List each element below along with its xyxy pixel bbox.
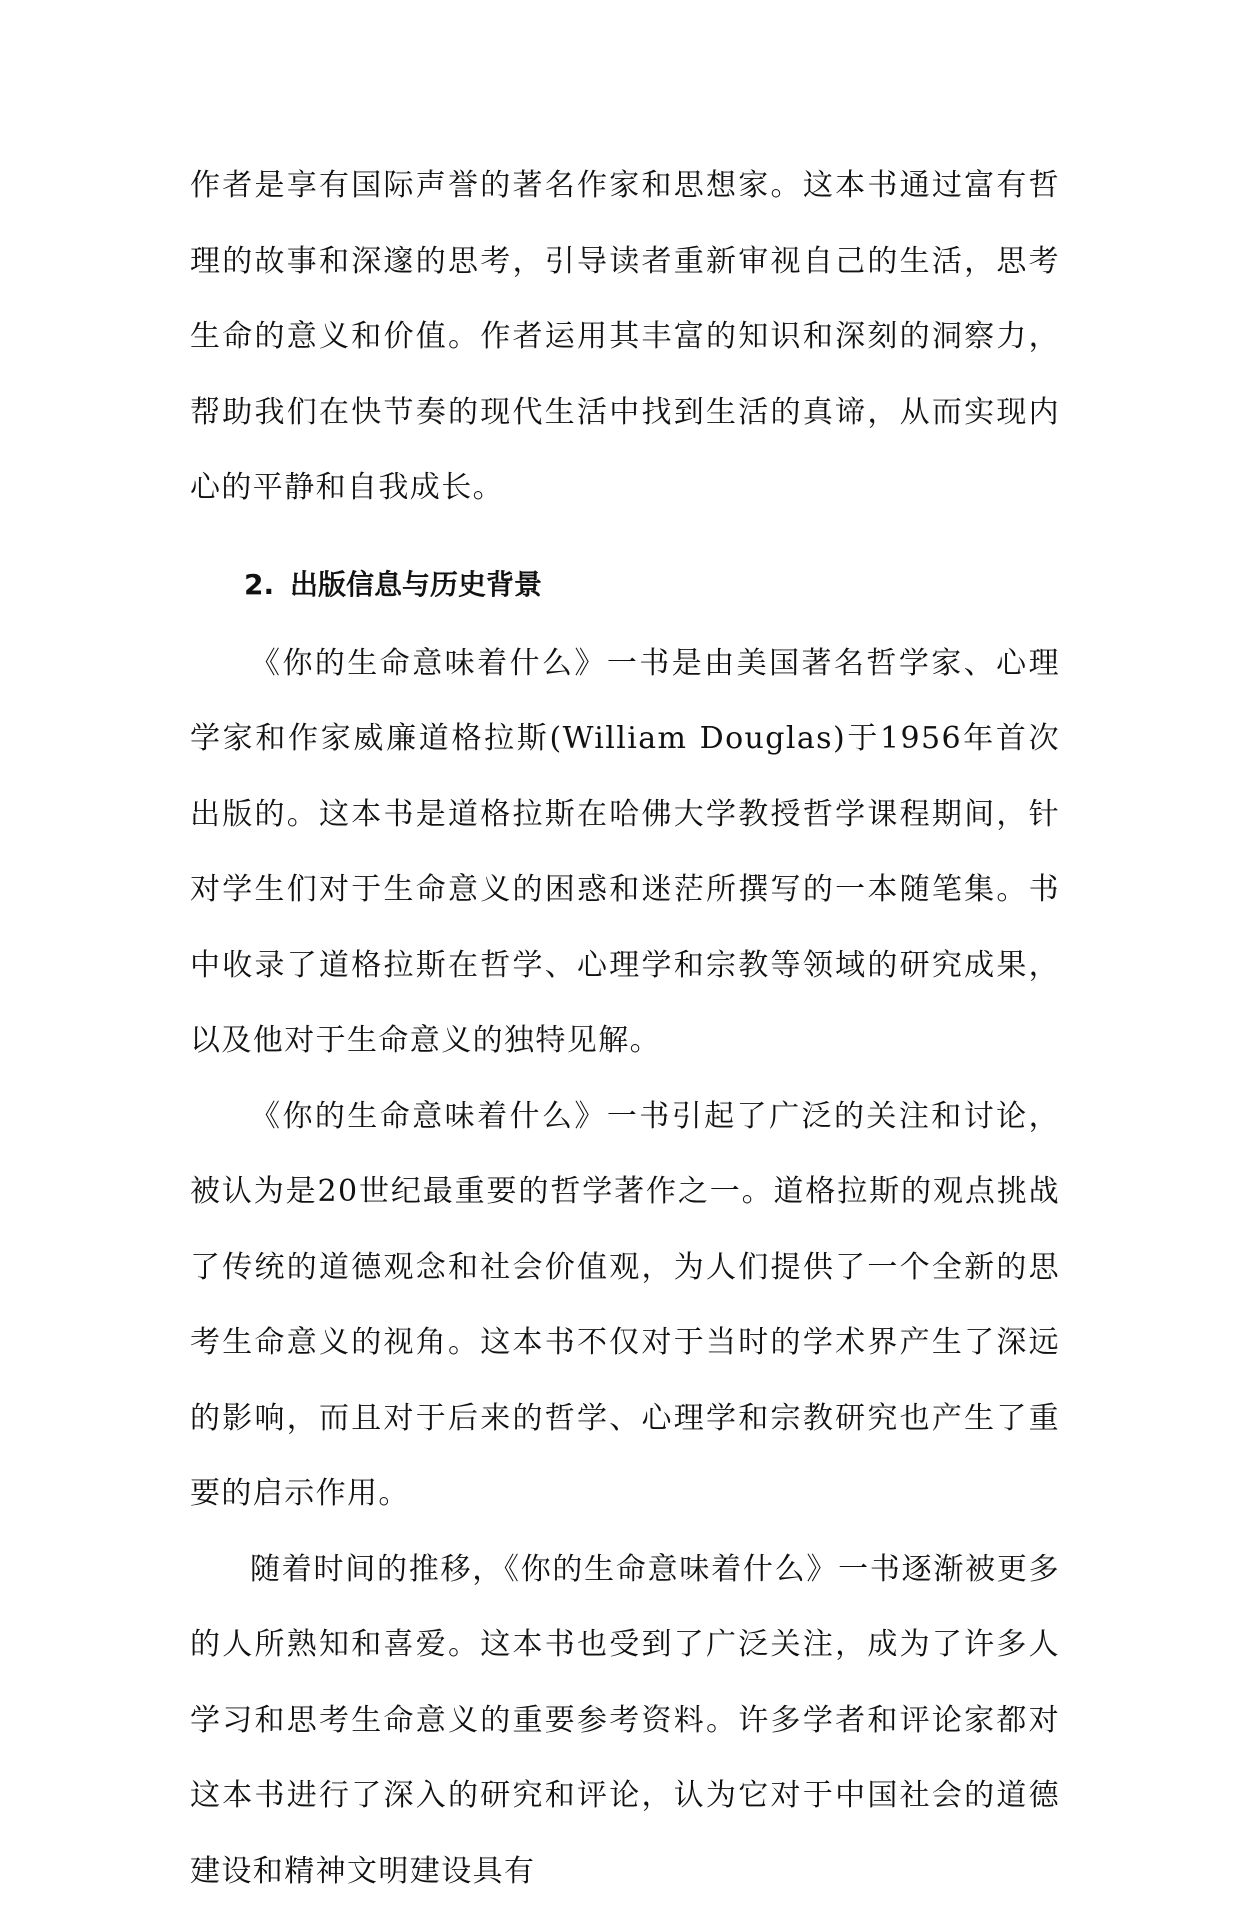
paragraph-intro-continuation: 作者是享有国际声誉的著名作家和思想家。这本书通过富有哲理的故事和深邃的思考，引导读者重新审视自己的生活，思考生命的意义和价值。作者运用其丰富的知识和深刻的洞察力，帮助我们在快节奏的现代生活中找到生活的真谛，从而实现内心的平静和自我成长。 [190,148,1060,526]
section-heading [190,564,1060,606]
section-number: 2. [244,564,290,606]
document-body [190,148,1060,1909]
paragraph-publication-info: 《你的生命意味着什么》一书是由美国著名哲学家、心理学家和作家威廉道格拉斯(William Douglas)于1956年首次出版的。这本书是道格拉斯在哈佛大学教授哲学课程期间，针对学生们对于生命意义的困惑和迷茫所撰写的一本随笔集。书中收录了道格拉斯在哲学、心理学和宗教等领域的研究成果，以及他对于生命意义的独特见解。 [190,626,1060,1079]
paragraph-reception: 随着时间的推移，《你的生命意味着什么》一书逐渐被更多的人所熟知和喜爱。这本书也受到了广泛关注，成为了许多人学习和思考生命意义的重要参考资料。许多学者和评论家都对这本书进行了深入的研究和评论，认为它对于中国社会的道德建设和精神文明建设具有 [190,1532,1060,1909]
section-title: 出版信息与历史背景 [290,568,542,601]
paragraph-influence: 《你的生命意味着什么》一书引起了广泛的关注和讨论，被认为是20世纪最重要的哲学著作之一。道格拉斯的观点挑战了传统的道德观念和社会价值观，为人们提供了一个全新的思考生命意义的视角。这本书不仅对于当时的学术界产生了深远的影响，而且对于后来的哲学、心理学和宗教研究也产生了重要的启示作用。 [190,1079,1060,1532]
